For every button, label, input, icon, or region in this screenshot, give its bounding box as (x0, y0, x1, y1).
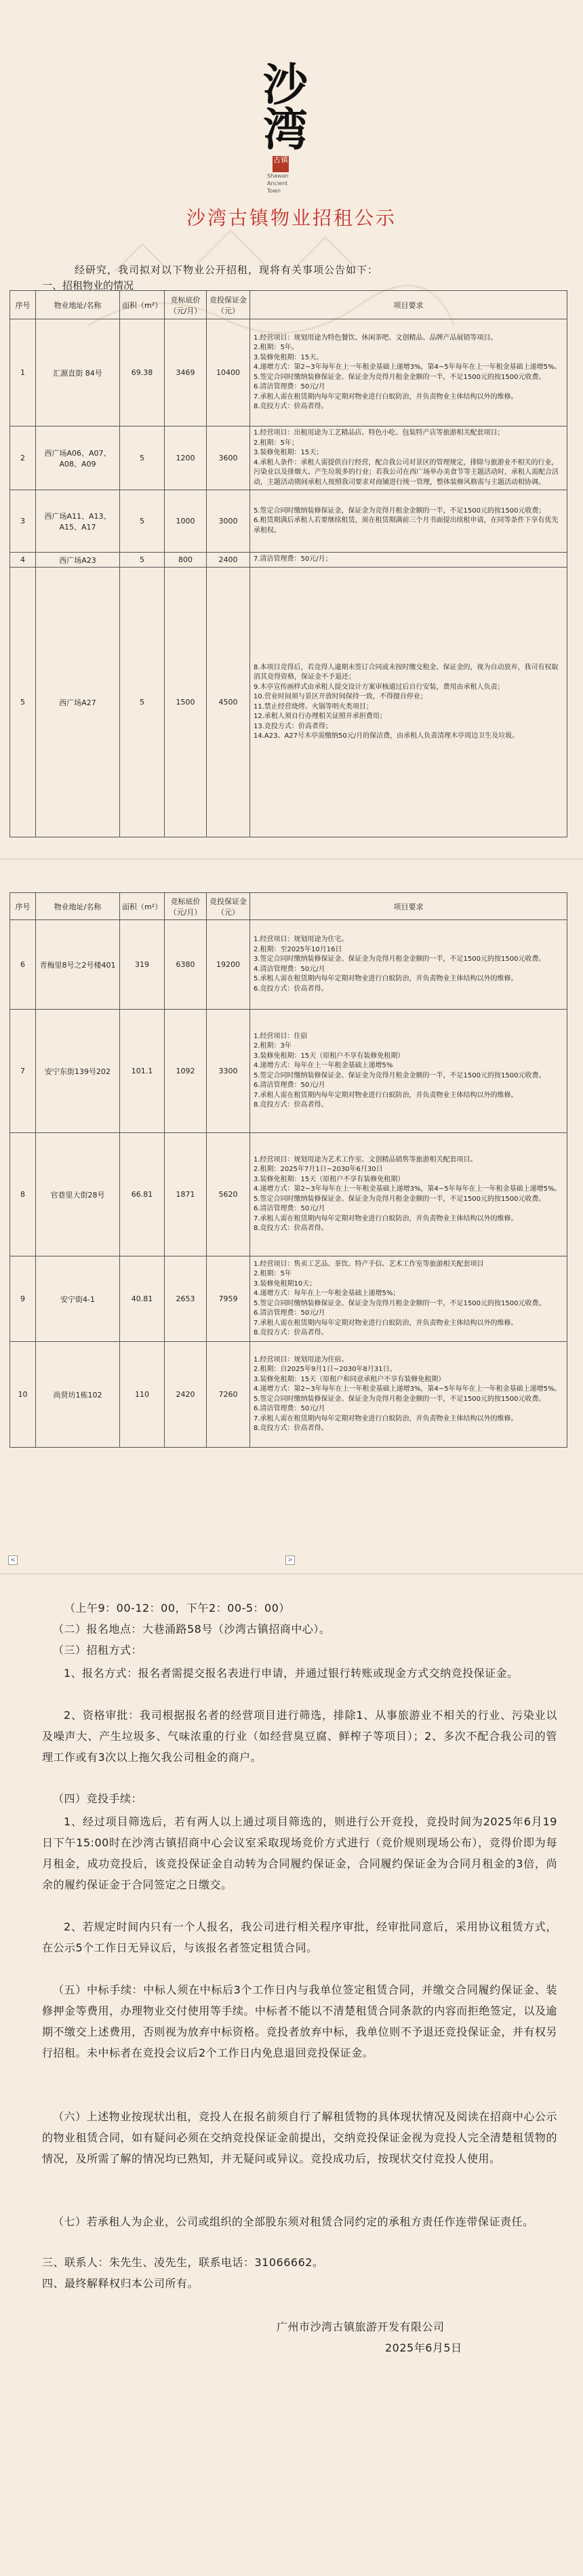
paragraph-joint-liability: （七）若承租人为企业，公司或组织的全部股东须对租赁合同约定的承租方责任作连带保证责任。 (53, 2215, 534, 2228)
cell-price: 3469 (165, 319, 207, 427)
requirement-line: 11.禁止经营烧烤、火锅等明火类项目； (254, 702, 373, 711)
cell-area: 5 (120, 568, 165, 837)
requirement-line: 2.租期：自2025年9月1日~2030年8月31日。 (254, 1366, 397, 1373)
table-row (10, 920, 567, 1010)
requirement-line: 5.签定合同时缴纳装修保证金、保证金为竞得月租金金额的一半，不足1500元的按1500元收费。 (254, 373, 546, 381)
cell-no: 3 (10, 490, 36, 553)
cell-no: 5 (10, 568, 36, 837)
cell-no: 8 (10, 1133, 36, 1256)
requirement-line: 6.租赁期满后承租人若要继续租赁，须在租赁期满前三个月书面提出续租申请，在同等条件下享有优先承租权。 (254, 517, 559, 534)
requirement-line: 1.经营项目：住宿 (254, 1032, 308, 1040)
cell-deposit: 2400 (207, 553, 250, 568)
requirement-line: 10.营业时间须与景区开放时间保持一致，不得擅自停业； (254, 693, 427, 700)
cell-area: 5 (120, 490, 165, 553)
final-interpretation: 四、最终解释权归本公司所有。 (42, 2277, 199, 2290)
logo-brush-text: 沙湾 (263, 58, 302, 156)
requirement-line: 2.租期：5年 (254, 1270, 292, 1277)
cell-deposit: 3600 (207, 427, 250, 490)
header-deposit: 竞投保证金（元） (207, 893, 250, 920)
cell-requirements (250, 427, 567, 490)
cell-requirements (250, 490, 567, 553)
cell-price: 800 (165, 553, 207, 568)
requirement-line: 6.清洁管理费：50元/月 (254, 1309, 325, 1317)
paragraph-agreement-lease: 2、若规定时间内只有一个人报名，我公司进行相关程序审批，经审批同意后，采用协议租赁方式，在公示5个工作日无异议后，与该报名者签定租赁合同。 (42, 1920, 557, 1954)
requirement-line: 7.承租人需在租赁期内每年定期对物业进行白蚁防治，并负责物业主体结构以外的维修。 (254, 1091, 518, 1099)
requirement-line: 1.经营项目：规划用途为特色餐饮、休闲茶吧、文创精品、品牌产品展销等项目。 (254, 334, 498, 342)
cell-address: 安宁东街139号202 (36, 1010, 120, 1133)
cell-requirements (250, 1133, 567, 1256)
paragraph-bidding: 1、经过项目筛选后，若有两人以上通过项目筛选的，则进行公开竞投，竞投时间为2025年6月19日下午15:00时在沙湾古镇招商中心会议室采取现场竞价方式进行（竞价规则现场公布），竞得价即为每月租金，成功竞投后，该竞投保证金自动转为合同履约保证金，合同履约保证金为合同月租金的3倍，尚余的履约保证金于合同签定之日缴交。 (42, 1815, 557, 1891)
table-row (10, 1010, 567, 1133)
cell-deposit: 7260 (207, 1342, 250, 1448)
requirement-line: 7.承租人需在租赁期内每年定期对物业进行白蚁防治，并负责物业主体结构以外的维修。 (254, 393, 518, 401)
cell-area: 69.38 (120, 319, 165, 427)
cell-price: 1200 (165, 427, 207, 490)
cell-deposit: 7959 (207, 1256, 250, 1342)
requirement-line: 8.竞投方式：价高者得。 (254, 1329, 328, 1336)
cell-requirements (250, 1256, 567, 1342)
cell-address: 官巷里大街28号 (36, 1133, 120, 1256)
requirement-line: 3.装修免租期：15天； (254, 449, 323, 456)
requirement-line: 1.经营项目：规划用途为住宿。 (254, 1355, 348, 1364)
table-pager (0, 1555, 583, 1569)
cell-price: 1500 (165, 568, 207, 837)
cell-requirements (250, 319, 567, 427)
cell-requirements (250, 1010, 567, 1133)
table-row (10, 319, 567, 427)
cell-no: 10 (10, 1342, 36, 1448)
header-address: 物业地址/名称 (36, 893, 120, 920)
property-table-1 (9, 290, 567, 837)
cell-price: 1000 (165, 490, 207, 553)
cell-area: 5 (120, 427, 165, 490)
cell-no: 9 (10, 1256, 36, 1342)
paragraph-winning-bid: （五）中标手续：中标人须在中标后3个工作日内与我单位签定租赁合同，并缴交合同履约保证金、装修押金等费用，办理物业交付使用等手续。中标者不能以不清楚租赁合同条款的内容而拒绝签定，以及逾期不缴交上述费用，否则视为放弃中标资格。竞投者放弃中标，我单位则不予退还竞投保证金，并有权另行招租。未中标者在竞投会议后2个工作日内免息退回竞投保证金。 (42, 1983, 557, 2059)
table-row (10, 427, 567, 490)
table-row (10, 1342, 567, 1448)
requirement-line: 8.竞投方式：价高者得。 (254, 1425, 328, 1432)
logo-english-3: Town (267, 188, 281, 194)
cell-price: 1092 (165, 1010, 207, 1133)
cell-requirements (250, 920, 567, 1010)
header-area: 面积（m²） (120, 893, 165, 920)
table-row (10, 553, 567, 568)
signature-date: 2025年6月5日 (385, 2341, 462, 2354)
requirement-line: 1.经营项目：出租用途为工艺精品店、特色小吃、包装特产店等旅游相关配套项目； (254, 429, 504, 437)
registration-place: （二）报名地点：大巷涌路58号（沙湾古镇招商中心）。 (53, 1623, 331, 1636)
cell-address: 西广场A11、A13、A15、A17 (36, 490, 120, 553)
requirement-line: 3.装修免租期：15天（原租户不享有装修免租期） (254, 1052, 405, 1060)
contact-info: 三、联系人：朱先生、凌先生，联系电话：31066662。 (42, 2256, 324, 2269)
cell-address: 西广场A06、A07、A08、A09 (36, 427, 120, 490)
cell-address: 西广场A27 (36, 568, 120, 837)
requirement-line: 6.清洁管理费：50元/月 (254, 1205, 325, 1212)
requirement-line: 7.承租人需在租赁期内每年定期对物业进行白蚁防治，并负责物业主体结构以外的维修。 (254, 1214, 518, 1223)
document-page-2 (0, 860, 583, 1574)
requirement-line: 13.竞投方式：价高者得； (254, 722, 332, 730)
requirement-line: 6.清洁管理费：50元/月 (254, 1405, 325, 1412)
cell-area: 66.81 (120, 1133, 165, 1256)
requirement-line: 4.承租人条件：承租人需提供自行经营，配合我公司对景区的管理规定，排除与旅游业不相关的行业，污染业以及排烟大、产生垃圾多的行业；若我公司在西广场举办美食节等主题活动时，承租人需配合活动，主题活动期间承租人按照我司要求对商铺进行统一管理，整体装修风格需与主题活动相协调。 (254, 458, 559, 486)
requirement-line: 8.竞投方式：价高者得。 (254, 1101, 328, 1109)
intro-text: 经研究，我司拟对以下物业公开招租，现将有关事项公告如下： (75, 264, 379, 276)
cell-price: 6380 (165, 920, 207, 1010)
table-row (10, 568, 567, 837)
cell-deposit: 5620 (207, 1133, 250, 1256)
cell-deposit: 3300 (207, 1010, 250, 1133)
requirement-line: 5.承租人需在租赁期内每年定期对物业进行白蚁防治，并负责物业主体结构以外的维修。 (254, 975, 518, 983)
logo (263, 58, 331, 194)
cell-deposit: 10400 (207, 319, 250, 427)
requirement-line: 6.清洁管理费：50元/月 (254, 1082, 325, 1089)
requirement-line: 6.清洁管理费：50元/月 (254, 383, 325, 391)
cell-requirements (250, 568, 567, 837)
cell-no: 6 (10, 920, 36, 1010)
cell-address: 安宁街4-1 (36, 1256, 120, 1342)
requirement-line: 4.递增方式：第2~3年每年在上一年租金基础上递增3%，第4~5年每年在上一年租金基础上递增5%。 (254, 363, 561, 371)
requirement-line: 6.竞投方式：价高者得。 (254, 985, 328, 993)
requirement-line: 2.租期：3年 (254, 1042, 292, 1050)
procedure-heading: （三）招租方式： (53, 1644, 143, 1657)
header-address: 物业地址/名称 (36, 291, 120, 319)
header-no: 序号 (10, 893, 36, 920)
cell-area: 319 (120, 920, 165, 1010)
cell-address: 西广场A23 (36, 553, 120, 568)
cell-price: 2653 (165, 1256, 207, 1342)
cell-price: 1871 (165, 1133, 207, 1256)
header-area: 面积（m²） (120, 291, 165, 319)
cell-deposit: 3000 (207, 490, 250, 553)
requirement-line: 5.签定合同时缴纳装修保证金、保证金为竞得月租金金额的一半，不足1500元的按1500元收费。 (254, 1071, 546, 1079)
paragraph-current-status: （六）上述物业按现状出租，竞投人在报名前须自行了解租赁物的具体现状情况及阅读在招商中心公示的物业租赁合同，如有疑问必须在交纳竞投保证金前提出，交纳竞投保证金视为竞投人完全清楚租赁物的情况，及所需了解的情况均已熟知，并无疑问或异议。竞投成功后，按现状交付竞投人使用。 (42, 2110, 557, 2165)
pager-next-button[interactable]: > (285, 1555, 295, 1565)
requirement-line: 4.清洁管理费：50元/月 (254, 965, 325, 973)
requirement-line: 5.签定合同时缴纳装修保证金、保证金为竞得月租金金额的一半，不足1500元的按1500元收费。 (254, 1195, 546, 1203)
requirement-line: 8.竞投方式：价高者得。 (254, 403, 328, 410)
header-deposit: 竞投保证金（元） (207, 291, 250, 319)
section-1-heading: 一、招租物业的情况 (42, 279, 134, 292)
cell-address: 汇源直街 84号 (36, 319, 120, 427)
table-row (10, 1133, 567, 1256)
requirement-line: 7.承租人需在租赁期内每年定期对物业进行白蚁防治，并负责物业主体结构以外的维修。 (254, 1319, 518, 1327)
cell-no: 1 (10, 319, 36, 427)
requirement-line: 3.装修免租期：15天（原租户和同意承租户不享有装修免租期） (254, 1375, 445, 1383)
requirement-line: 5.签定合同时缴纳装修保证金，保证金为竞得月租金金额的一半，不足1500元的按1500元收费； (254, 507, 546, 515)
requirement-line: 3.装修免租期：15天。 (254, 353, 323, 361)
requirement-line: 2.租期：5年； (254, 439, 298, 447)
requirement-line: 4.递增方式：第2~3年每年在上一年租金基础上递增3%，第4~5年每年在上一年租金基础上递增5%。 (254, 1385, 561, 1393)
document-page-3 (0, 1574, 583, 2576)
paragraph-registration-method: 1、报名方式：报名者需提交报名表进行申请，并通过银行转账或现金方式交纳竞投保证金。 (64, 1667, 519, 1680)
table-row (10, 490, 567, 553)
cell-price: 2420 (165, 1342, 207, 1448)
header-price: 竞标底价（元/月） (165, 893, 207, 920)
requirement-line: 7.承租人需在租赁期内每年定期对物业进行白蚁防治，并负责物业主体结构以外的维修。 (254, 1414, 518, 1423)
cell-deposit: 4500 (207, 568, 250, 837)
cell-area: 40.81 (120, 1256, 165, 1342)
cell-area: 5 (120, 553, 165, 568)
cell-requirements (250, 1342, 567, 1448)
requirement-line: 9.木亭宣传画样式由承租人提交设计方案审核通过后自行安装，费用由承租人负责； (254, 683, 504, 691)
requirement-line: 1.经营项目：售卖工艺品、茶饮、特产手信、艺术工作室等旅游相关配套项目 (254, 1260, 484, 1268)
logo-english-1: Shawan (267, 173, 289, 179)
header-price: 竞标底价（元/月） (165, 291, 207, 319)
requirement-line: 14.A23、A27号木亭需缴纳50元/月的保洁费，由承租人负责清理木亭周边卫生及垃圾。 (254, 732, 519, 740)
header-requirements: 项目要求 (250, 893, 567, 920)
cell-requirements (250, 553, 567, 568)
requirement-line: 8.竞投方式：价高者得。 (254, 1225, 328, 1232)
office-hours: （上午9：00-12：00，下午2：00-5：00） (64, 1602, 290, 1614)
header-requirements: 项目要求 (250, 291, 567, 319)
cell-deposit: 19200 (207, 920, 250, 1010)
bid-heading: （四）竞投手续： (53, 1792, 143, 1805)
cell-address: 青梅里8号之2号楼401 (36, 920, 120, 1010)
pager-prev-button[interactable]: < (8, 1555, 18, 1565)
requirement-line: 2.租期：至2025年10月16日 (254, 945, 342, 953)
cell-no: 7 (10, 1010, 36, 1133)
page-title: 沙湾古镇物业招租公示 (186, 207, 397, 229)
requirement-line: 5.签定合同时缴纳装修保证金、保证金为竞得月租金金额的一半，不足1500元的按1500元收费。 (254, 1395, 546, 1403)
logo-seal: 古镇 (273, 156, 289, 172)
requirement-line: 4.递增方式：第2~3年每年在上一年租金基础上递增3%，第4~5年每年在上一年租金基础上递增5%。 (254, 1185, 561, 1193)
requirement-line: 3.装修免租期：15天（原租户不享有装修免租期） (254, 1175, 405, 1183)
signature-company: 广州市沙湾古镇旅游开发有限公司 (277, 2320, 445, 2333)
table-row (10, 1256, 567, 1342)
requirement-line: 4.递增方式：每年在上一年租金基础上递增5% (254, 1062, 393, 1069)
requirement-line: 3.签定合同时缴纳装修保证金、保证金为竞得月租金金额的一半，不足1500元的按1500元收费。 (254, 955, 546, 963)
header-no: 序号 (10, 291, 36, 319)
requirement-line: 8.本项目竞得后，若竞得人逾期未签订合同或未按时缴交租金、保证金的，视为自动放弃，我司有权取消其竞得资格，保证金不予退还； (254, 663, 559, 681)
requirement-line: 7.清洁管理费：50元/月； (254, 555, 332, 563)
requirement-line: 3.装修免租期10天； (254, 1280, 317, 1288)
requirement-line: 2.租期：5年。 (254, 344, 298, 351)
requirement-line: 12.承租人须自行办理相关证照并承担费用； (254, 713, 386, 720)
cell-no: 4 (10, 553, 36, 568)
cell-no: 2 (10, 427, 36, 490)
requirement-line: 2.租期：2025年7月1日~2030年6月30日 (254, 1166, 383, 1173)
requirement-line: 1.经营项目：规划用途为艺术工作室、文创精品销售等旅游相关配套项目。 (254, 1155, 477, 1164)
requirement-line: 4.递增方式：每年在上一年租金基础上递增5%； (254, 1290, 400, 1297)
cell-address: 尚贤坊1栋102 (36, 1342, 120, 1448)
requirement-line: 5.签定合同时缴纳装修保证金、保证金为竞得月租金金额的一半，不足1500元的按1500元收费。 (254, 1299, 546, 1307)
paragraph-qualification: 2、资格审批：我司根据报名者的经营项目进行筛选，排除1、从事旅游业不相关的行业、污染业以及噪声大、产生垃圾多、气味浓重的行业（如经营臭豆腐、鲜榨子等项目）；2、多次不配合我公司的管理工作或有3次以上拖欠我公司租金的商户。 (42, 1709, 557, 1764)
property-table-2 (9, 892, 567, 1448)
requirement-line: 1.经营项目：规划用途为住宅。 (254, 936, 348, 943)
document-page-1 (0, 0, 583, 860)
cell-area: 101.1 (120, 1010, 165, 1133)
logo-english-2: Ancient (267, 180, 288, 186)
cell-area: 110 (120, 1342, 165, 1448)
